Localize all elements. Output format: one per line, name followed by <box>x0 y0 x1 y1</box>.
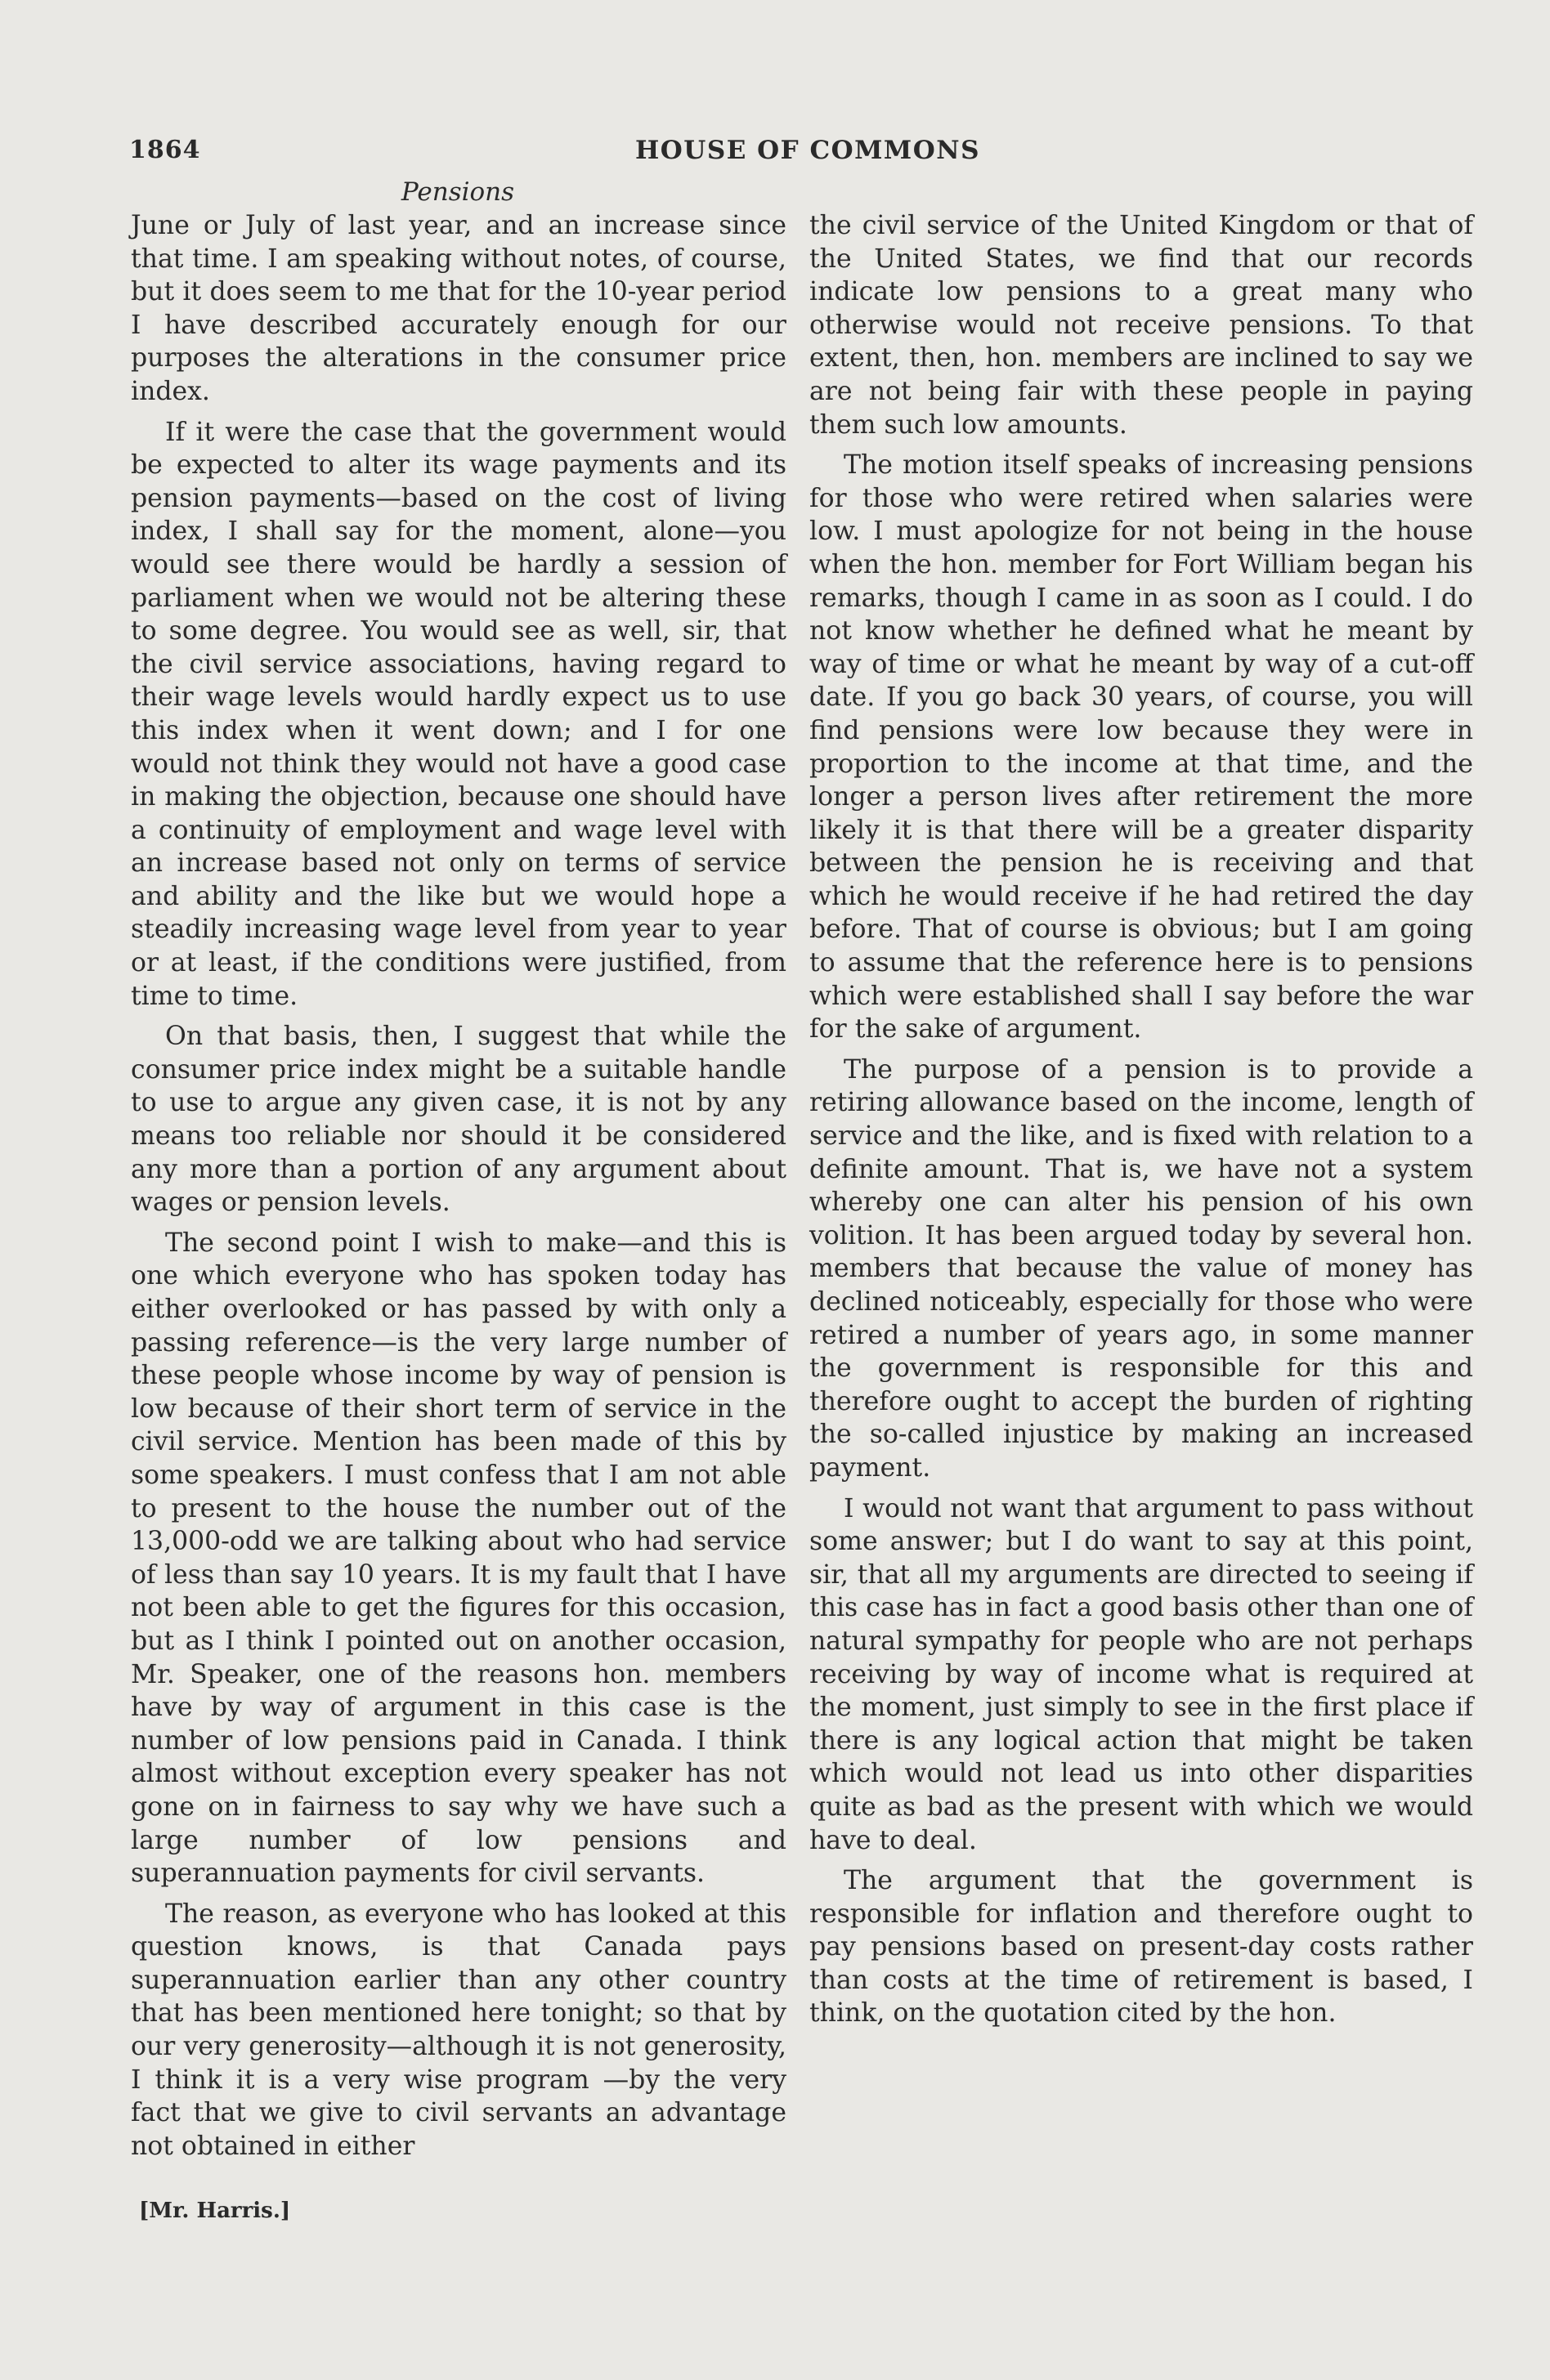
paragraph: The motion itself speaks of increasing pensions for those who were retired when salaries were low. I must apologize for not being in the house when the hon. member for Fort William began his remarks, though I came in as soon as I could. I do not know whether he defined what he meant by way of time or what he meant by way of a cut-off date. If you go back 30 years, of course, you will find pensions were low because they were in proportion to the income at that time, and the longer a person lives after retirement the more likely it is that there will be a greater disparity between the pension he is receiving and that which he would receive if he had retired the day before. That of course is obvious; but I am going to assume that the reference here is to pensions which were established shall I say before the war for the sake of argument. <box>809 450 1473 1045</box>
paragraph: The reason, as everyone who has looked at this question knows, is that Canada pays superannuation earlier than any other country that has been mentioned here tonight; so that by our very generosity—although it is not generosity, I think it is a very wise program —by the very fact that we give to civil servants an advantage not obtained in either <box>131 1899 786 2161</box>
speaker-attribution: [Mr. Harris.] <box>139 2199 291 2223</box>
paragraph: The argument that the government is responsible for inflation and therefore ought to pay pensions based on present-day costs rather than costs at the time of retirement is based, I think, on the quotation cited by the hon. <box>809 1866 1473 2029</box>
paragraph: I would not want that argument to pass without some answer; but I do want to say at this point, sir, that all my arguments are directed to seeing if this case has in fact a good basis other than one of natural sympathy for people who are not perhaps receiving by way of income what is required at the moment, just simply to see in the first place if there is any logical action that might be taken which would not lead us into other disparities quite as bad as the present with which we would have to deal. <box>809 1493 1473 1855</box>
paragraph: If it were the case that the government would be expected to alter its wage payments and its pension payments—based on the cost of living index, I shall say for the moment, alone—you would see there would be hardly a session of parliament when we would not be altering these to some degree. You would see as well, sir, that the civil service associations, having regard to their wage levels would hardly expect us to use this index when it went down; and I for one would not think they would not have a good case in making the objection, because one should have a continuity of employment and wage level with an increase based not only on terms of service and ability and the like but we would hope a steadily increasing wage level from year to year or at least, if the conditions were justified, from time to time. <box>131 417 786 1011</box>
running-title: HOUSE OF COMMONS <box>635 136 980 165</box>
paragraph: The second point I wish to make—and this is one which everyone who has spoken today has either overlooked or has passed by with only a passing reference—is the very large number of these people whose income by way of pension is low because of their short term of service in the civil service. Mention has been made of this by some speakers. I must confess that I am not able to present to the house the number out of the 13,000-odd we are talking about who had service of less than say 10 years. It is my fault that I have not been able to get the figures for this occasion, but as I think I pointed out on another occasion, Mr. Speaker, one of the reasons hon. members have by way of argument in this case is the number of low pensions paid in Canada. I think almost without exception every speaker has not gone on in fairness to say why we have such a large number of low pensions and superannuation payments for civil servants. <box>131 1228 786 1889</box>
paragraph: June or July of last year, and an increase since that time. I am speaking without notes, of course, but it does seem to me that for the 10-year period I have described accurately enough for our purposes the alterations in the consumer price index. <box>131 211 786 406</box>
page-number: 1864 <box>129 136 201 164</box>
paragraph: On that basis, then, I suggest that while the consumer price index might be a suitable handle to use to argue any given case, it is not by any means too reliable nor should it be considered any more than a portion of any argument about wages or pension levels. <box>131 1022 786 1218</box>
page-header <box>129 136 1470 178</box>
right-column <box>809 209 1473 2038</box>
paragraph: The purpose of a pension is to provide a retiring allowance based on the income, length of service and the like, and is fixed with relation to a definite amount. That is, we have not a system whereby one can alter his pension of his own volition. It has been argued today by several hon. members that because the value of money has declined noticeably, especially for those who were retired a number of years ago, in some manner the government is responsible for this and therefore ought to accept the burden of righting the so-called injustice by making an increased payment. <box>809 1054 1473 1483</box>
subject-heading: Pensions <box>401 177 515 207</box>
left-column <box>131 209 786 2170</box>
paragraph: the civil service of the United Kingdom or that of the United States, we find that our records indicate low pensions to a great many who otherwise would not receive pensions. To that extent, then, hon. members are inclined to say we are not being fair with these people in paying them such low amounts. <box>809 211 1473 440</box>
